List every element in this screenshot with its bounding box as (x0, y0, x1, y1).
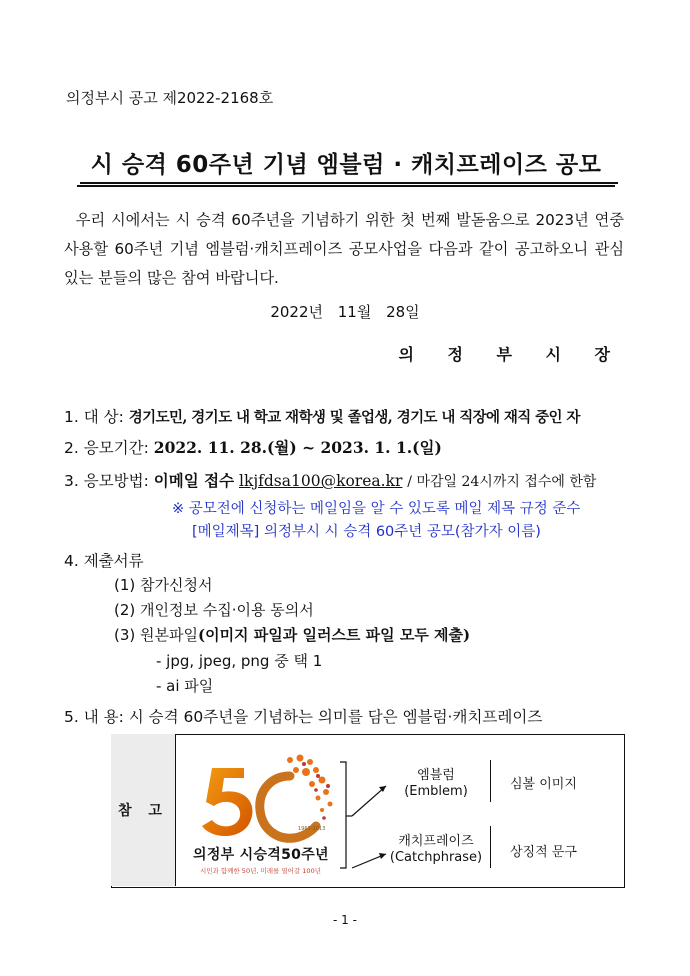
document-3 (114, 624, 470, 645)
item-target-value: 경기도민, 경기도 내 학교 재학생 및 졸업생, 경기도 내 직장에 재직 중인 자 (128, 409, 580, 426)
document-3-note: (이미지 파일과 일러스트 파일 모두 제출) (197, 626, 471, 644)
method-mail-title: [메일제목] 의정부시 시 승격 60주년 공모(참가자 이름) (192, 524, 541, 540)
page-number: - 1 - (333, 913, 357, 927)
file-format-2: - ai 파일 (156, 677, 214, 695)
emblem-term-en: (Emblem) (404, 784, 468, 799)
catchphrase-term-en: (Catchphrase) (389, 850, 483, 865)
notice-date: 2022년 11월 28일 (270, 303, 420, 321)
logo-slogan: 시민과 함께한 50년, 미래를 열어갈 100년 (200, 867, 321, 875)
catchphrase-term (388, 834, 484, 866)
item-target (64, 405, 580, 427)
reference-label: 참 고 (111, 734, 176, 886)
intro-text: 우리 시에서는 시 승격 60주년을 기념하기 위한 첫 번째 발돋움으로 2023년 연중 사용할 60주년 기념 엠블럼·캐치프레이즈 공모사업을 다음과 같이 공고하오니 관심 있는 분들의 많은 참여 바랍니다. (64, 211, 624, 287)
catchphrase-term-ko: 캐치프레이즈 (398, 834, 474, 849)
item-method-label: 3. 응모방법: (64, 472, 149, 490)
intro-paragraph (64, 206, 624, 293)
item-target-label: 1. 대 상: (64, 408, 124, 426)
item-period-value: 2022. 11. 28.(월) ~ 2023. 1. 1.(일) (153, 438, 442, 457)
item-content-value: 시 승격 60주년을 기념하는 의미를 담은 엠블럼·캐치프레이즈 (128, 708, 543, 726)
logo-years: 1963-2013 (298, 826, 326, 832)
issuer: 의 정 부 시 장 (398, 345, 624, 364)
item-period (64, 436, 442, 458)
document-3-prefix: (3) 원본파일 (114, 626, 198, 644)
divider (490, 826, 491, 868)
contact-email-link[interactable]: lkjfdsa100@korea.kr (238, 472, 403, 490)
divider (490, 760, 491, 802)
method-note: ※ 공모전에 신청하는 메일임을 알 수 있도록 메일 제목 규정 준수 (172, 501, 581, 517)
item-method-rest: / 마감일 24시까지 접수에 한함 (407, 474, 597, 490)
title-underline (80, 182, 618, 184)
emblem-logo-image (192, 746, 337, 846)
notice-number: 의정부시 공고 제2022-2168호 (66, 89, 274, 107)
item-documents-label: 4. 제출서류 (64, 552, 144, 570)
document-1: (1) 참가신청서 (114, 576, 213, 594)
emblem-term (396, 768, 476, 800)
catchphrase-desc: 상징적 문구 (510, 845, 577, 860)
item-method-value: 이메일 접수 (153, 471, 235, 490)
item-method (64, 469, 596, 491)
item-period-label: 2. 응모기간: (64, 439, 149, 457)
item-content-label: 5. 내 용: (64, 708, 124, 726)
emblem-term-ko: 엠블럼 (417, 768, 455, 783)
logo-title: 의정부 시승격50주년 (193, 847, 329, 863)
emblem-desc: 심볼 이미지 (510, 777, 577, 792)
document-2: (2) 개인정보 수집·이용 동의서 (114, 601, 314, 619)
file-format-1: - jpg, jpeg, png 중 택 1 (156, 652, 323, 670)
item-content (64, 705, 542, 727)
page-title: 시 승격 60주년 기념 엠블럼 · 캐치프레이즈 공모 (77, 146, 615, 187)
